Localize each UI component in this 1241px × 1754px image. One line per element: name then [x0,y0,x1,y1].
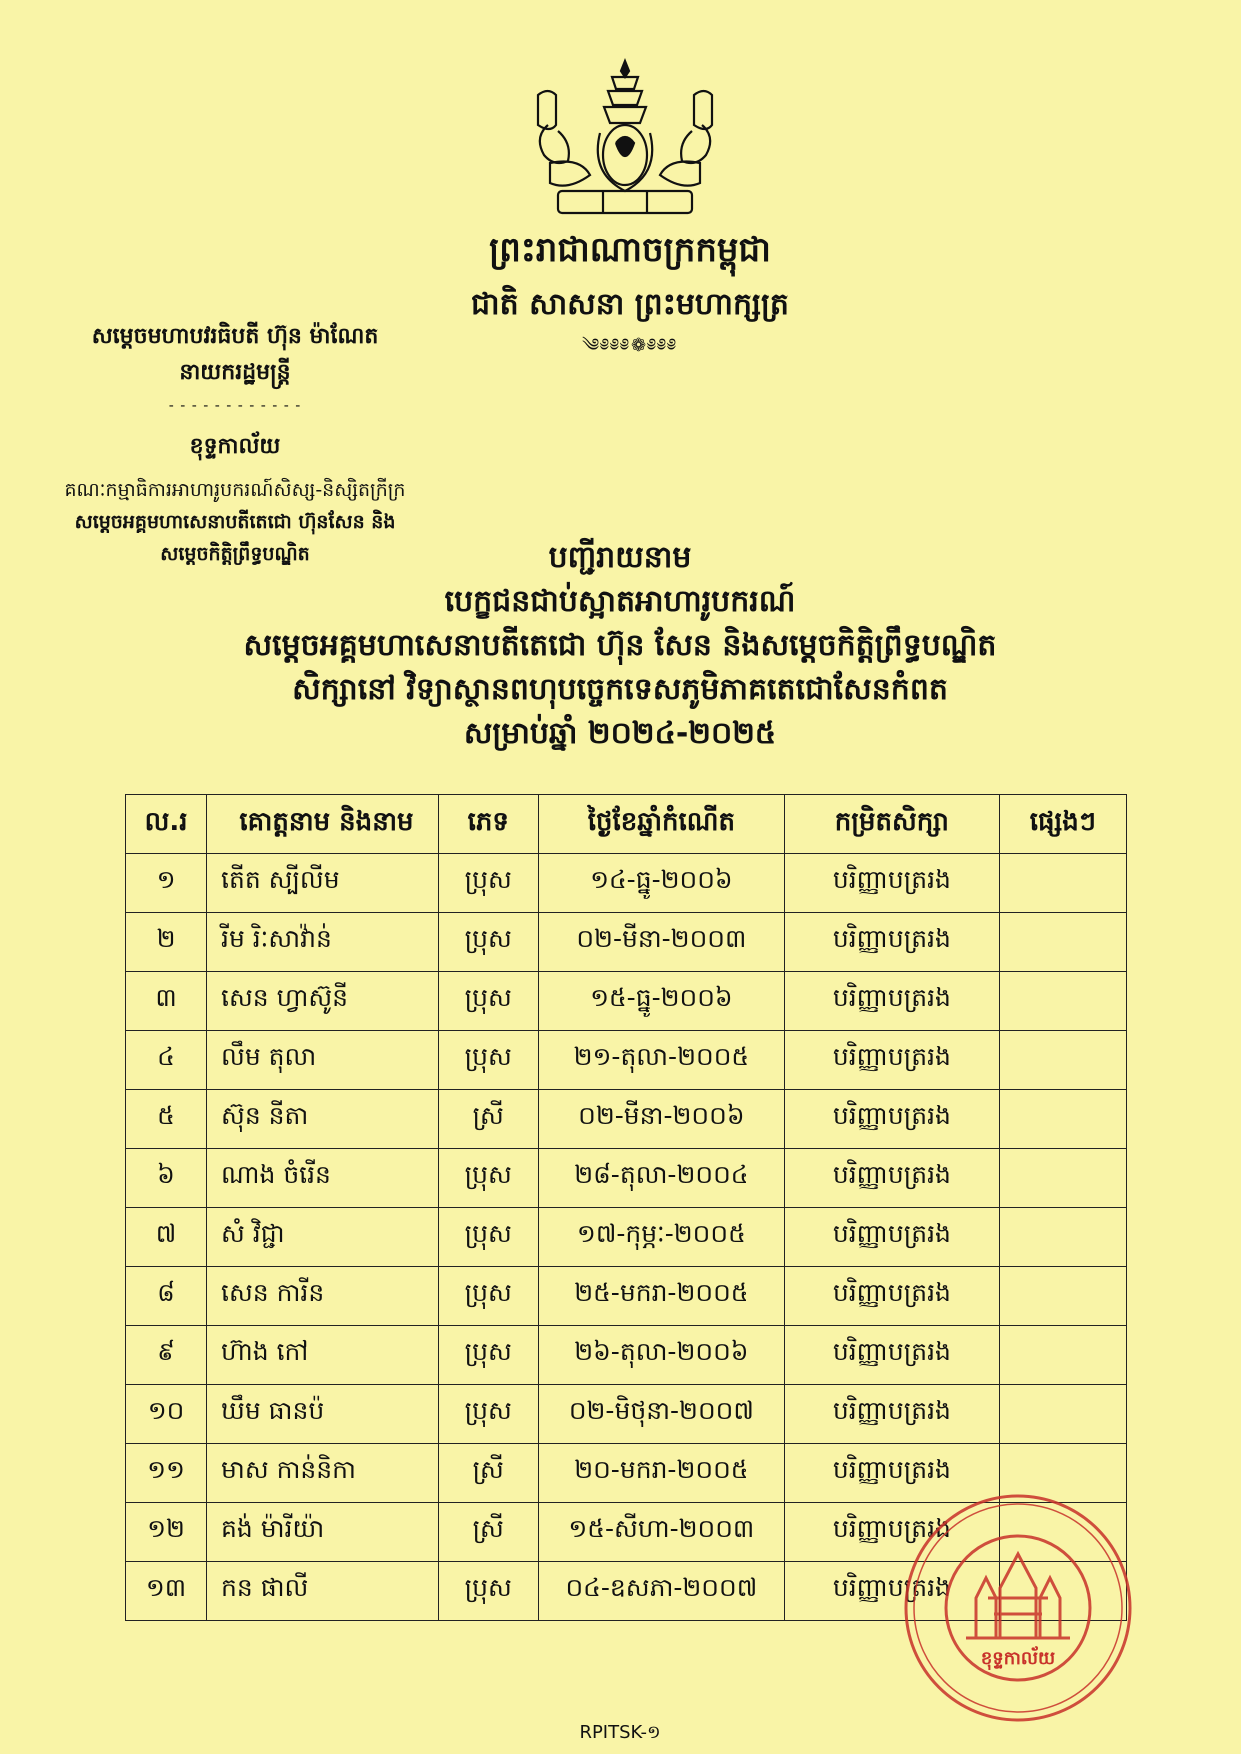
ornament-divider: ༄༅༅༅❁༅༅༅ [581,335,679,356]
cell-level: បរិញ្ញាបត្ររង [785,1208,1000,1267]
cell-other [999,1326,1126,1385]
cell-sex: ប្រុស [438,1208,538,1267]
table-row [126,1149,1127,1208]
table-row [126,1208,1127,1267]
cell-level: បរិញ្ញាបត្ររង [785,1385,1000,1444]
royal-emblem-icon [520,55,730,220]
cell-name: មាស កាន់និកា [207,1444,439,1503]
cell-level: បរិញ្ញាបត្ររង [785,1444,1000,1503]
document-subtitle-1: បេក្ខជនជាប់ស្អាតអាហារូបករណ៍ [444,584,796,619]
cell-sex: ប្រុស [438,1562,538,1621]
table-row [126,854,1127,913]
cabinet-label: ខុទ្ទកាល័យ [189,434,281,459]
document-code: RPITSK-១ [579,1722,661,1743]
cell-dob: ១៥-ធ្នូ-២០០៦ [538,972,784,1031]
cell-dob: ១៧-កុម្ភៈ-២០០៥ [538,1208,784,1267]
cell-number: ៧ [126,1208,207,1267]
academic-year: សម្រាប់ឆ្នាំ ២០២៤-២០២៥ [463,716,777,751]
cell-other [999,1385,1126,1444]
cell-other [999,854,1126,913]
cell-number: ២ [126,913,207,972]
cell-number: ១ [126,854,207,913]
cell-other [999,1208,1126,1267]
cell-name: សំ វិជ្ជា [207,1208,439,1267]
table-row [126,1031,1127,1090]
committee-patron-line-1: សម្តេចអគ្គមហាសេនាបតីតេជោ ហ៊ុនសែន និង [74,511,396,533]
cell-level: បរិញ្ញាបត្ររង [785,854,1000,913]
cell-number: ៩ [126,1326,207,1385]
cell-number: ៦ [126,1149,207,1208]
cell-level: បរិញ្ញាបត្ររង [785,1267,1000,1326]
cell-sex: ប្រុស [438,1149,538,1208]
cell-dob: ០២-មិថុនា-២០០៧ [538,1385,784,1444]
cell-name: គង់ ម៉ារីយ៉ា [207,1503,439,1562]
col-header-number: ល.រ [126,795,207,854]
cell-dob: ០២-មីនា-២០០៣ [538,913,784,972]
cell-name: កន ផាលី [207,1562,439,1621]
cell-number: ១២ [126,1503,207,1562]
national-motto: ជាតិ សាសនា ព្រះមហាក្សត្រ [471,287,789,322]
cell-sex: ប្រុស [438,1385,538,1444]
cell-other [999,1090,1126,1149]
cell-level: បរិញ្ញាបត្ររង [785,1031,1000,1090]
cell-name: ណាង ចំរើន [207,1149,439,1208]
cell-name: រីម រិៈសាវ៉ាន់ [207,913,439,972]
cell-number: ៨ [126,1267,207,1326]
cell-level: បរិញ្ញាបត្ររង [785,1503,1000,1562]
table-row [126,972,1127,1031]
cell-number: ១០ [126,1385,207,1444]
cell-number: ៤ [126,1031,207,1090]
cell-name: លឹម តុលា [207,1031,439,1090]
table-header-row [126,795,1127,854]
cell-dob: ២៥-មករា-២០០៥ [538,1267,784,1326]
left-divider: - - - - - - - - - - - - [168,398,302,414]
committee-patron-line-2: សម្តេចកិត្តិព្រឹទ្ធបណ្ឌិត [160,543,310,565]
committee-name: គណៈកម្មាធិការអាហារូបករណ៍សិស្ស-និស្សិតក្រីក្រ [64,479,406,501]
seal-label: ខុទ្ទកាល័យ [980,1648,1056,1669]
cell-other [999,1031,1126,1090]
official-seal-icon [898,1488,1138,1728]
cell-dob: ១៤-ធ្នូ-២០០៦ [538,854,784,913]
cell-name: ស៊ុន នីតា [207,1090,439,1149]
cell-level: បរិញ្ញាបត្ររង [785,1090,1000,1149]
table-row [126,1326,1127,1385]
cell-level: បរិញ្ញាបត្ររង [785,1326,1000,1385]
cell-other [999,1267,1126,1326]
kingdom-title: ព្រះរាជាណាចក្រកម្ពុជា [489,230,771,270]
cell-name: តើត ស្បីលីម [207,854,439,913]
col-header-sex: ភេទ [438,795,538,854]
cell-name: ហ៊ាង កៅ [207,1326,439,1385]
cell-dob: ០២-មីនា-២០០៦ [538,1090,784,1149]
col-header-level: កម្រិតសិក្សា [785,795,1000,854]
cell-dob: ១៥-សីហា-២០០៣ [538,1503,784,1562]
cell-level: បរិញ្ញាបត្ររង [785,1149,1000,1208]
cell-number: ៣ [126,972,207,1031]
document-title: បញ្ជីរាយនាម [548,540,692,575]
table-row [126,1385,1127,1444]
document-subtitle-3: សិក្សានៅ វិទ្យាស្ថានពហុបច្ចេកទេសភូមិភាគតេជោសែនកំពត [292,672,948,707]
table-row [126,1090,1127,1149]
col-header-dob: ថ្ងៃខែឆ្នាំកំណើត [538,795,784,854]
cell-other [999,913,1126,972]
cell-level: បរិញ្ញាបត្ររង [785,913,1000,972]
cell-sex: ស្រី [438,1503,538,1562]
cell-name: សេន ហ្វាស៊ូនី [207,972,439,1031]
col-header-other: ផ្សេងៗ [999,795,1126,854]
table-row [126,1267,1127,1326]
cell-sex: ប្រុស [438,854,538,913]
cell-sex: ស្រី [438,1090,538,1149]
cell-dob: ២១-តុលា-២០០៥ [538,1031,784,1090]
cell-level: បរិញ្ញាបត្ររង [785,972,1000,1031]
cell-number: ១៣ [126,1562,207,1621]
col-header-name: គោត្តនាម និងនាម [207,795,439,854]
cell-dob: ០៤-ឧសភា-២០០៧ [538,1562,784,1621]
cell-number: ៥ [126,1090,207,1149]
cell-other [999,972,1126,1031]
office-holder-name: សម្តេចមហាបវរធិបតី ហ៊ុន ម៉ាណែត [91,324,379,349]
cell-name: សេន ការីន [207,1267,439,1326]
document-subtitle-2: សម្តេចអគ្គមហាសេនាបតីតេជោ ហ៊ុន សែន និងសម្តេចកិត្តិព្រឹទ្ធបណ្ឌិត [243,628,997,663]
cell-level: បរិញ្ញាបត្ររង [785,1562,1000,1621]
cell-sex: ប្រុស [438,1267,538,1326]
cell-dob: ២៦-តុលា-២០០៦ [538,1326,784,1385]
office-holder-title: នាយករដ្ឋមន្ត្រី [179,360,291,385]
cell-sex: ប្រុស [438,1326,538,1385]
cell-number: ១១ [126,1444,207,1503]
cell-sex: ប្រុស [438,1031,538,1090]
cell-other [999,1149,1126,1208]
cell-dob: ២០-មករា-២០០៥ [538,1444,784,1503]
cell-sex: ប្រុស [438,972,538,1031]
cell-sex: ស្រី [438,1444,538,1503]
cell-sex: ប្រុស [438,913,538,972]
table-row [126,913,1127,972]
cell-dob: ២៨-តុលា-២០០៤ [538,1149,784,1208]
cell-name: ឃឹម ធានប៉ [207,1385,439,1444]
